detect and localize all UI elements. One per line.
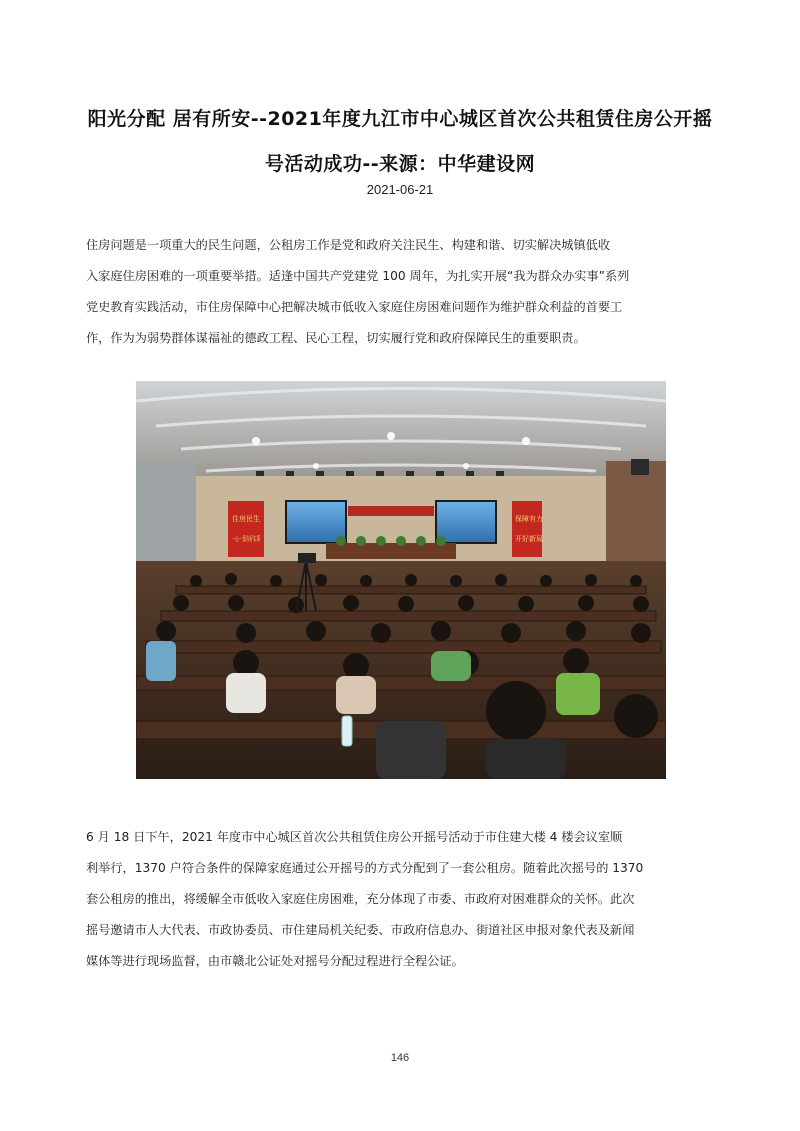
paragraph-line: 摇号邀请市人大代表、市政协委员、市住建局机关纪委、市政府信息办、街道社区申报对象代表及新闻 bbox=[86, 923, 635, 937]
banner-left-text-b bbox=[232, 534, 260, 543]
page-number: 146 bbox=[390, 1052, 410, 1064]
article-title-line-2: 号活动成功--来源：中华建设网 bbox=[264, 153, 536, 175]
paragraph-line: 6 月 18 日下午，2021 年度市中心城区首次公共租赁住房公开摇号活动于市住建大楼 4 楼会议室顺 bbox=[86, 830, 623, 844]
paragraph-intro bbox=[86, 230, 714, 354]
meeting-hall-photo bbox=[136, 381, 666, 779]
paragraph-line: 套公租房的推出，将缓解全市低收入家庭住房困难，充分体现了市委、市政府对困难群众的关怀。此次 bbox=[86, 892, 635, 906]
article-title-line-1: 阳光分配 居有所安--2021年度九江市中心城区首次公共租赁住房公开摇 bbox=[87, 108, 713, 130]
paragraph-line: 入家庭住房困难的一项重要举措。适逢中国共产党建党 100 周年，为扎实开展“我为群众办实事”系列 bbox=[86, 269, 630, 283]
paragraph-line: 党史教育实践活动，市住房保障中心把解决城市低收入家庭住房困难问题作为维护群众利益的首要工 bbox=[86, 300, 623, 314]
paragraph-event bbox=[86, 822, 714, 977]
paragraph-line: 住房问题是一项重大的民生问题，公租房工作是党和政府关注民生、构建和谐、切实解决城镇低收 bbox=[86, 238, 611, 252]
banner-right-text-b: 开好新局 bbox=[515, 535, 543, 543]
publish-date: 2021-06-21 bbox=[366, 182, 434, 197]
paragraph-line: 作，作为为弱势群体谋福祉的德政工程、民心工程，切实履行党和政府保障民生的重要职责。 bbox=[86, 331, 586, 345]
paragraph-line: 媒体等进行现场监督，由市赣北公证处对摇号分配过程进行全程公证。 bbox=[86, 954, 464, 968]
banner-right-text: 保障有力 bbox=[515, 515, 543, 523]
paragraph-line: 利举行，1370 户符合条件的保障家庭通过公开摇号的方式分配到了一套公租房。随着此次摇号的 1370 bbox=[86, 861, 644, 875]
banner-left-text: 住房民生 bbox=[232, 515, 260, 523]
